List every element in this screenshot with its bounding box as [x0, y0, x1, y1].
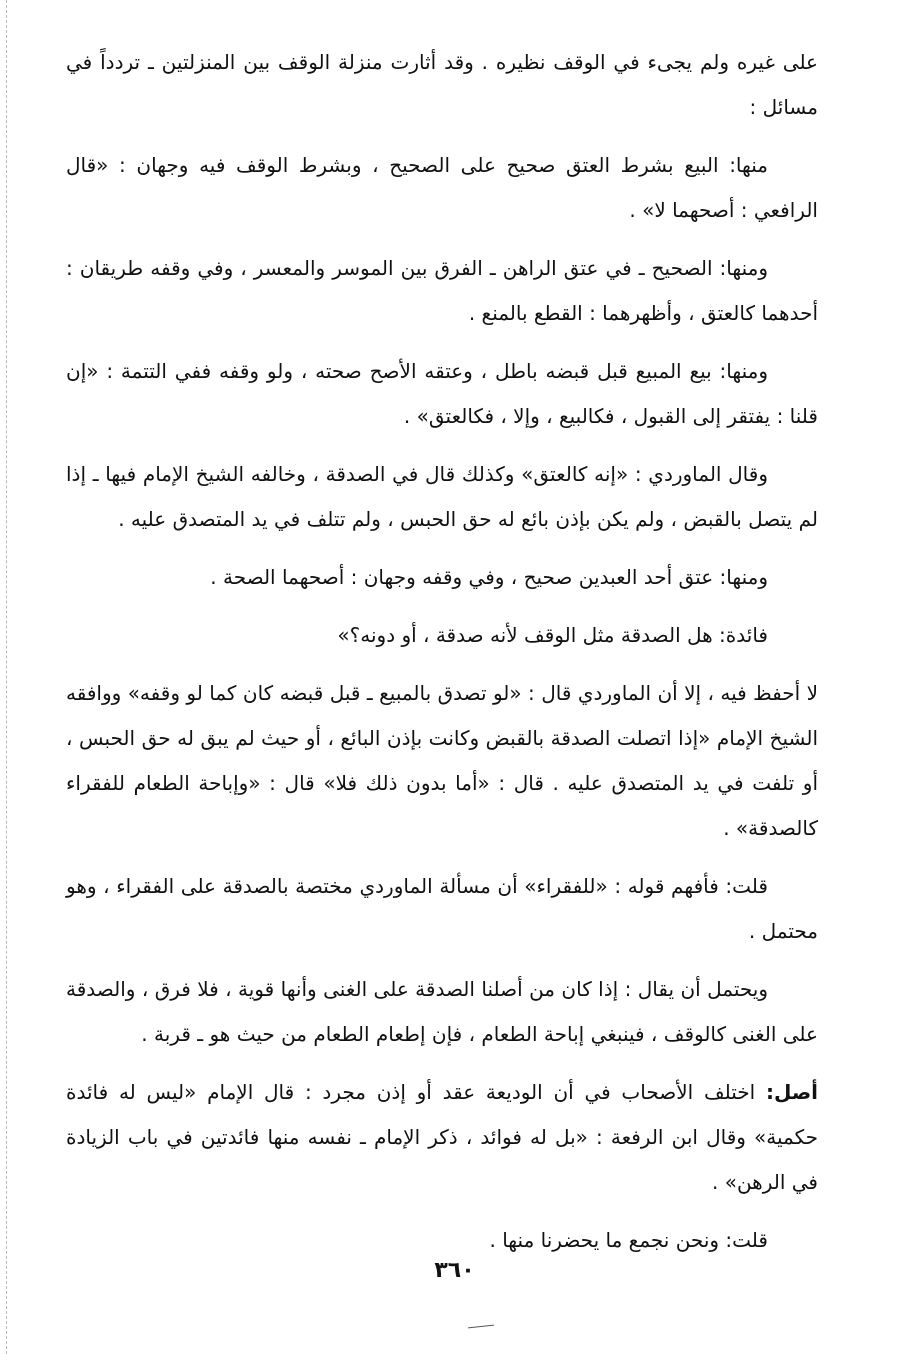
paragraph-2 [66, 143, 818, 233]
paragraph-text: ومنها: عتق أحد العبدين صحيح ، وفي وقفه وجهان : أصحهما الصحة . [210, 565, 768, 589]
page-number: ٣٦٠ [434, 1258, 475, 1283]
paragraph-text: اختلف الأصحاب في أن الوديعة عقد أو إذن مجرد : قال الإمام «ليس له فائدة حكمية» وقال ابن الرفعة : «بل له فوائد ، ذكر الإمام ـ نفسه منها فائدتين في باب الزيادة في الرهن» . [66, 1080, 818, 1194]
paragraph-text: ومنها: الصحيح ـ في عتق الراهن ـ الفرق بين الموسر والمعسر ، وفي وقفه طريقان : أحدهما كالعتق ، وأظهرهما : القطع بالمنع . [66, 256, 818, 325]
paragraph-12 [66, 1218, 818, 1263]
paragraph-1 [66, 40, 818, 130]
paragraph-text: لا أحفظ فيه ، إلا أن الماوردي قال : «لو تصدق بالمبيع ـ قبل قبضه كان كما لو وقفه» ووافقه الشيخ الإمام «إذا اتصلت الصدقة بالقبض وكانت بإذن البائع ، أو حيث لم يبق له حق الحبس ، أو تلفت في يد المتصدق عليه . قال : «أما بدون ذلك فلا» قال : «وإباحة الطعام للفقراء كالصدقة» . [66, 681, 818, 840]
paragraph-8 [66, 671, 818, 851]
scan-mark [468, 1325, 494, 1329]
paragraph-text: فائدة: هل الصدقة مثل الوقف لأنه صدقة ، أو دونه؟» [337, 623, 768, 647]
paragraph-lead: أصل: [765, 1080, 818, 1104]
paragraph-3 [66, 246, 818, 336]
paragraph-6 [66, 555, 818, 600]
paragraph-text: قلت: ونحن نجمع ما يحضرنا منها . [489, 1228, 768, 1252]
paragraph-text: على غيره ولم يجىء في الوقف نظيره . وقد أثارت منزلة الوقف بين المنزلتين ـ تردداً في مسائل : [66, 50, 818, 119]
body-text [66, 40, 818, 1276]
paragraph-10 [66, 967, 818, 1057]
scan-gutter-line [6, 0, 7, 1354]
paragraph-text: منها: البيع بشرط العتق صحيح على الصحيح ، وبشرط الوقف فيه وجهان : «قال الرافعي : أصحهما لا» . [66, 153, 818, 222]
paragraph-text: وقال الماوردي : «إنه كالعتق» وكذلك قال في الصدقة ، وخالفه الشيخ الإمام فيها ـ إذا لم يتصل بالقبض ، ولم يكن بإذن بائع له حق الحبس ، ولم تتلف في يد المتصدق عليه . [66, 462, 818, 531]
paragraph-9 [66, 864, 818, 954]
paragraph-5 [66, 452, 818, 542]
paragraph-4 [66, 349, 818, 439]
paragraph-text: ومنها: بيع المبيع قبل قبضه باطل ، وعتقه الأصح صحته ، ولو وقفه ففي التتمة : «إن قلنا : يفتقر إلى القبول ، فكالبيع ، وإلا ، فكالعتق» . [66, 359, 818, 428]
paragraph-11 [66, 1070, 818, 1205]
paragraph-text: قلت: فأفهم قوله : «للفقراء» أن مسألة الماوردي مختصة بالصدقة على الفقراء ، وهو محتمل . [66, 874, 818, 943]
paragraph-7 [66, 613, 818, 658]
paragraph-text: ويحتمل أن يقال : إذا كان من أصلنا الصدقة على الغنى وأنها قوية ، فلا فرق ، والصدقة على الغنى كالوقف ، فينبغي إباحة الطعام ، فإن إطعام الطعام من حيث هو ـ قربة . [66, 977, 818, 1046]
